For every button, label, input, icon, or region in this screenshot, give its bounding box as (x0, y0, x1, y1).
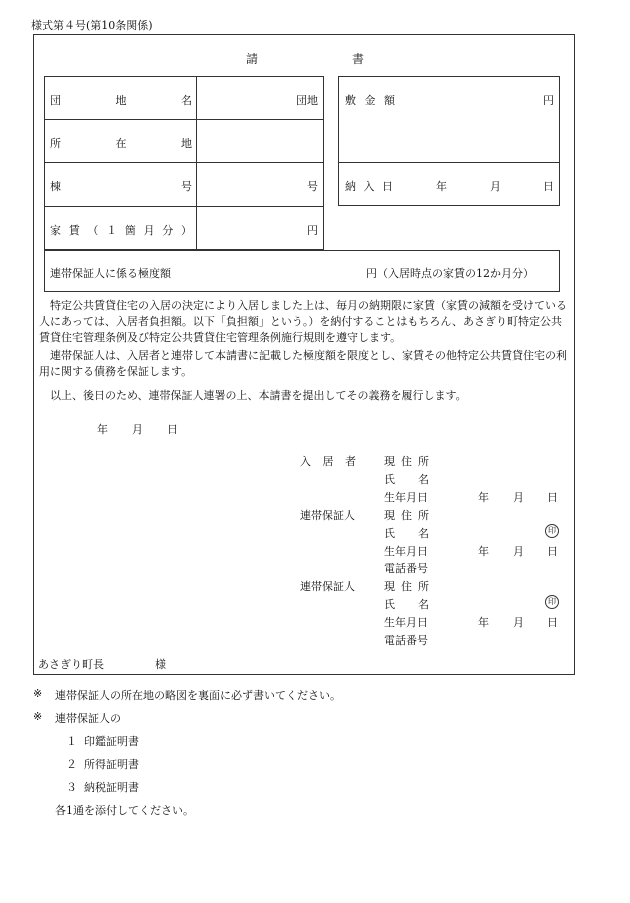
note2-text: 連帯保証人の (55, 712, 121, 725)
value-rent-unit: 円 (307, 224, 318, 237)
value-estate-suffix: 団地 (296, 94, 318, 107)
attachment-2-text: 所得証明書 (84, 758, 139, 771)
label-payment-date: 納入日 (345, 180, 393, 193)
guarantor1-address-label: 現住所 (384, 509, 429, 522)
label-deposit: 敷金額 (345, 94, 395, 107)
payment-month: 月 (490, 180, 501, 193)
guarantor2-phone-label: 電話番号 (384, 634, 428, 647)
guarantor1-seal-icon: 印 (545, 524, 559, 538)
guarantor2-name-label: 氏名 (384, 598, 429, 611)
guarantor2-birth-month: 月 (513, 616, 524, 629)
form-number: 様式第４号(第10条関係) (31, 19, 153, 32)
deposit-unit: 円 (543, 94, 554, 107)
attachment-1-text: 印鑑証明書 (84, 735, 139, 748)
attachment-closing: 各1通を添付してください。 (55, 804, 194, 817)
label-monthly-rent: 家賃（１箇月分） (50, 224, 192, 237)
max-amount-unit: 円（入居時点の家賃の12か月分） (366, 267, 534, 280)
guarantor2-birth-year: 年 (478, 616, 489, 629)
guarantor1-birth-month: 月 (513, 545, 524, 558)
tenant-birth-label: 生年月日 (384, 491, 428, 504)
guarantor2-birth-day: 日 (547, 616, 558, 629)
tenant-role: 入居者 (300, 455, 356, 468)
payment-year: 年 (436, 180, 447, 193)
guarantor1-role: 連帯保証人 (300, 509, 355, 522)
paragraph-guarantee: 連帯保証人は、入居者と連帯して本請書に記載した極度額を限度とし、家賃その他特定公共賃貸住宅の利用に関する債務を保証します。 (39, 349, 567, 378)
guarantor2-address-label: 現住所 (384, 580, 429, 593)
attachment-2-number: ２ (66, 758, 77, 771)
title-right: 書 (352, 52, 365, 66)
deposit-table-rule (338, 162, 560, 163)
guarantor2-role: 連帯保証人 (300, 580, 355, 593)
label-location: 所在地 (50, 137, 192, 150)
property-table-rule-3 (44, 206, 324, 207)
guarantor1-birth-day: 日 (547, 545, 558, 558)
note1-mark: ※ (33, 687, 43, 700)
attachment-3-number: ３ (66, 781, 77, 794)
label-max-amount: 連帯保証人に係る極度額 (50, 267, 171, 280)
guarantor1-birth-label: 生年月日 (384, 545, 428, 558)
addressee-honorific: 様 (155, 658, 166, 671)
guarantor1-birth-year: 年 (478, 545, 489, 558)
date-month: 月 (132, 423, 143, 436)
paragraph-closing: 以上、後日のため、連帯保証人連署の上、本請書を提出してその義務を履行します。 (50, 389, 467, 402)
value-building-suffix: 号 (307, 180, 318, 193)
label-estate-name: 団地名 (50, 94, 192, 107)
payment-day: 日 (543, 180, 554, 193)
date-year: 年 (97, 423, 108, 436)
guarantor2-birth-label: 生年月日 (384, 616, 428, 629)
note1-text: 連帯保証人の所在地の略図を裏面に必ず書いてください。 (55, 689, 341, 702)
tenant-address-label: 現住所 (384, 455, 429, 468)
guarantor1-name-label: 氏名 (384, 527, 429, 540)
property-table-rule-1 (44, 119, 324, 120)
paragraph-obligation: 特定公共賃貸住宅の入居の決定により入居しました上は、毎月の納期限に家賃（家賃の減額を受けている人にあっては、入居者負担額。以下「負担額」という。）を納付することはもちろん、あさぎり町特定公共賃貸住宅管理条例及び特定公共賃貸住宅管理条例施行規則を遵守します。 (39, 299, 567, 344)
property-table-divider (196, 76, 197, 250)
label-building-number: 棟号 (50, 180, 192, 193)
note2-mark: ※ (33, 710, 43, 723)
tenant-birth-day: 日 (547, 491, 558, 504)
guarantor2-seal-icon: 印 (545, 595, 559, 609)
title-left: 請 (246, 52, 259, 66)
tenant-birth-month: 月 (513, 491, 524, 504)
guarantor1-phone-label: 電話番号 (384, 562, 428, 575)
attachment-3-text: 納税証明書 (84, 781, 139, 794)
date-day: 日 (167, 423, 178, 436)
property-table-rule-2 (44, 162, 324, 163)
attachment-1-number: １ (66, 735, 77, 748)
addressee-name: あさぎり町長 (38, 658, 104, 671)
tenant-name-label: 氏名 (384, 473, 429, 486)
tenant-birth-year: 年 (478, 491, 489, 504)
